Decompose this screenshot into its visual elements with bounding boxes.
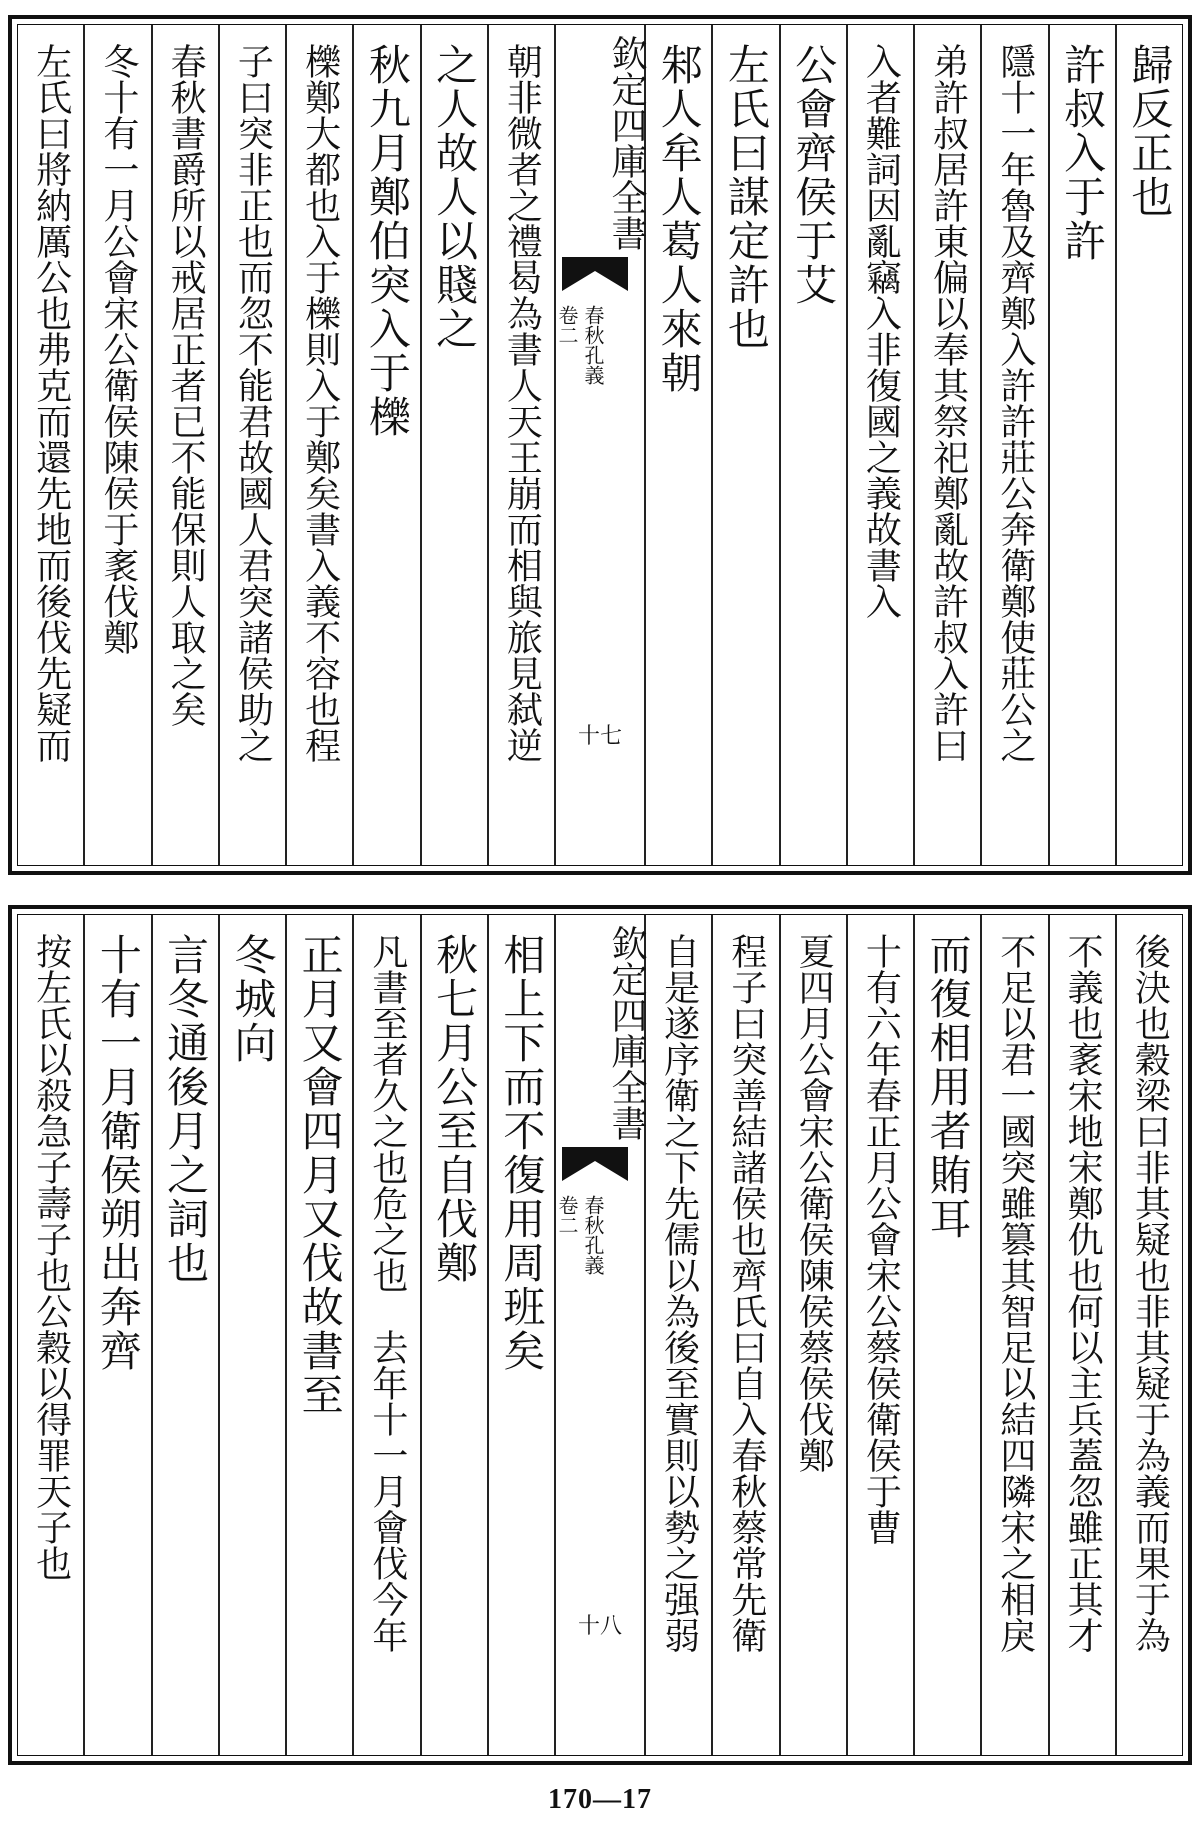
text-column: [1115, 915, 1182, 1755]
text-column: [83, 915, 150, 1755]
book-title: 春秋孔義: [581, 305, 605, 385]
column-text: 相上下而不復用周班矣: [497, 933, 547, 1373]
collection-title: 欽定四庫全書: [606, 925, 647, 1141]
fishtail-mark-icon: [562, 1147, 628, 1187]
column-text: 秋九月鄭伯突入于櫟: [362, 43, 412, 439]
column-text: 子曰突非正也而忽不能君故國人君突諸侯助之: [232, 43, 274, 763]
text-column: [913, 915, 980, 1755]
center-margin-column: [554, 915, 647, 1755]
text-column: [218, 25, 285, 865]
text-column: [980, 25, 1047, 865]
text-column: [779, 915, 846, 1755]
column-text: 十有六年春正月公會宋公蔡侯衛侯于曹: [860, 933, 902, 1545]
column-text: 秋七月公至自伐鄭: [430, 933, 480, 1285]
column-text: 自是遂序衛之下先儒以為後至實則以勢之强弱: [658, 933, 700, 1653]
text-column: [846, 25, 913, 865]
page-number: 170—17: [548, 1784, 652, 1815]
column-text: 凡書至者久之也危之也 去年十一月會伐今年: [366, 933, 408, 1653]
column-text: 歸反正也: [1125, 43, 1175, 219]
text-column: [285, 915, 352, 1755]
text-column: [1048, 25, 1115, 865]
top-page-columns: [17, 24, 1183, 866]
text-column: [1048, 915, 1115, 1755]
text-column: [18, 915, 83, 1755]
volume-label: 卷二: [555, 1195, 579, 1235]
column-text: 弟許叔居許東偏以奉其祭祀鄭亂故許叔入許曰: [927, 43, 969, 763]
text-column: [644, 25, 711, 865]
column-text: 隱十一年魯及齊鄭入許許莊公奔衛鄭使莊公之: [994, 43, 1036, 763]
column-text: 公會齊侯于艾: [789, 43, 839, 307]
text-column: [218, 915, 285, 1755]
text-column: [420, 25, 487, 865]
text-column: [1115, 25, 1182, 865]
column-text: 後決也穀梁曰非其疑也非其疑于為義而果于為: [1129, 933, 1171, 1653]
book-title: 春秋孔義: [581, 1195, 605, 1275]
text-column: [420, 915, 487, 1755]
text-column: [487, 25, 554, 865]
column-text: 冬城向: [228, 933, 278, 1065]
fishtail-mark-icon: [562, 257, 628, 297]
text-column: [711, 25, 778, 865]
text-column: [352, 25, 419, 865]
bottom-page: [8, 905, 1192, 1765]
folio-number: 十八: [577, 1614, 622, 1639]
volume-label: 卷二: [555, 305, 579, 345]
text-column: [18, 25, 83, 865]
column-text: 不義也袲宋地宋鄭仇也何以主兵蓋忽雖正其才: [1062, 933, 1104, 1653]
text-column: [980, 915, 1047, 1755]
text-column: [285, 25, 352, 865]
text-column: [913, 25, 980, 865]
column-text: 不足以君一國突雖篡其智足以結四隣宋之相戾: [994, 933, 1036, 1653]
column-text: 冬十有一月公會宋公衛侯陳侯于袲伐鄭: [97, 43, 139, 655]
text-column: [487, 915, 554, 1755]
text-column: [846, 915, 913, 1755]
column-text: 入者難詞因亂竊入非復國之義故書入: [860, 43, 902, 619]
column-text: 邾人牟人葛人來朝: [654, 43, 704, 395]
column-text: 之人故人以賤之: [430, 43, 480, 351]
column-text: 左氏曰謀定許也: [721, 43, 771, 351]
column-text: 而復相用者賄耳: [923, 933, 973, 1241]
column-text: 左氏曰將納厲公也弗克而還先地而後伐先疑而: [30, 43, 72, 763]
collection-title: 欽定四庫全書: [606, 35, 647, 251]
folio-number: 十七: [577, 724, 622, 749]
column-text: 櫟鄭大都也入于櫟則入于鄭矣書入義不容也程: [299, 43, 341, 763]
text-column: [779, 25, 846, 865]
text-column: [83, 25, 150, 865]
top-page: [8, 15, 1192, 875]
column-text: 許叔入于許: [1058, 43, 1108, 263]
bottom-page-columns: [17, 914, 1183, 1756]
center-margin-column: [554, 25, 647, 865]
text-column: [151, 25, 218, 865]
column-text: 十有一月衛侯朔出奔齊: [93, 933, 143, 1373]
column-text: 夏四月公會宋公衛侯陳侯蔡侯伐鄭: [793, 933, 835, 1473]
column-text: 程子曰突善結諸侯也齊氏曰自入春秋蔡常先衛: [725, 933, 767, 1653]
text-column: [644, 915, 711, 1755]
column-text: 正月又會四月又伐故書至: [295, 933, 345, 1417]
column-text: 言冬通後月之詞也: [161, 933, 211, 1285]
column-text: 春秋書爵所以戒居正者已不能保則人取之矣: [165, 43, 207, 727]
text-column: [352, 915, 419, 1755]
text-column: [711, 915, 778, 1755]
column-text: 按左氏以殺急子壽子也公穀以得罪天子也: [30, 933, 72, 1581]
text-column: [151, 915, 218, 1755]
column-text: 朝非微者之禮曷為書人天王崩而相與旅見弑逆: [501, 43, 543, 763]
